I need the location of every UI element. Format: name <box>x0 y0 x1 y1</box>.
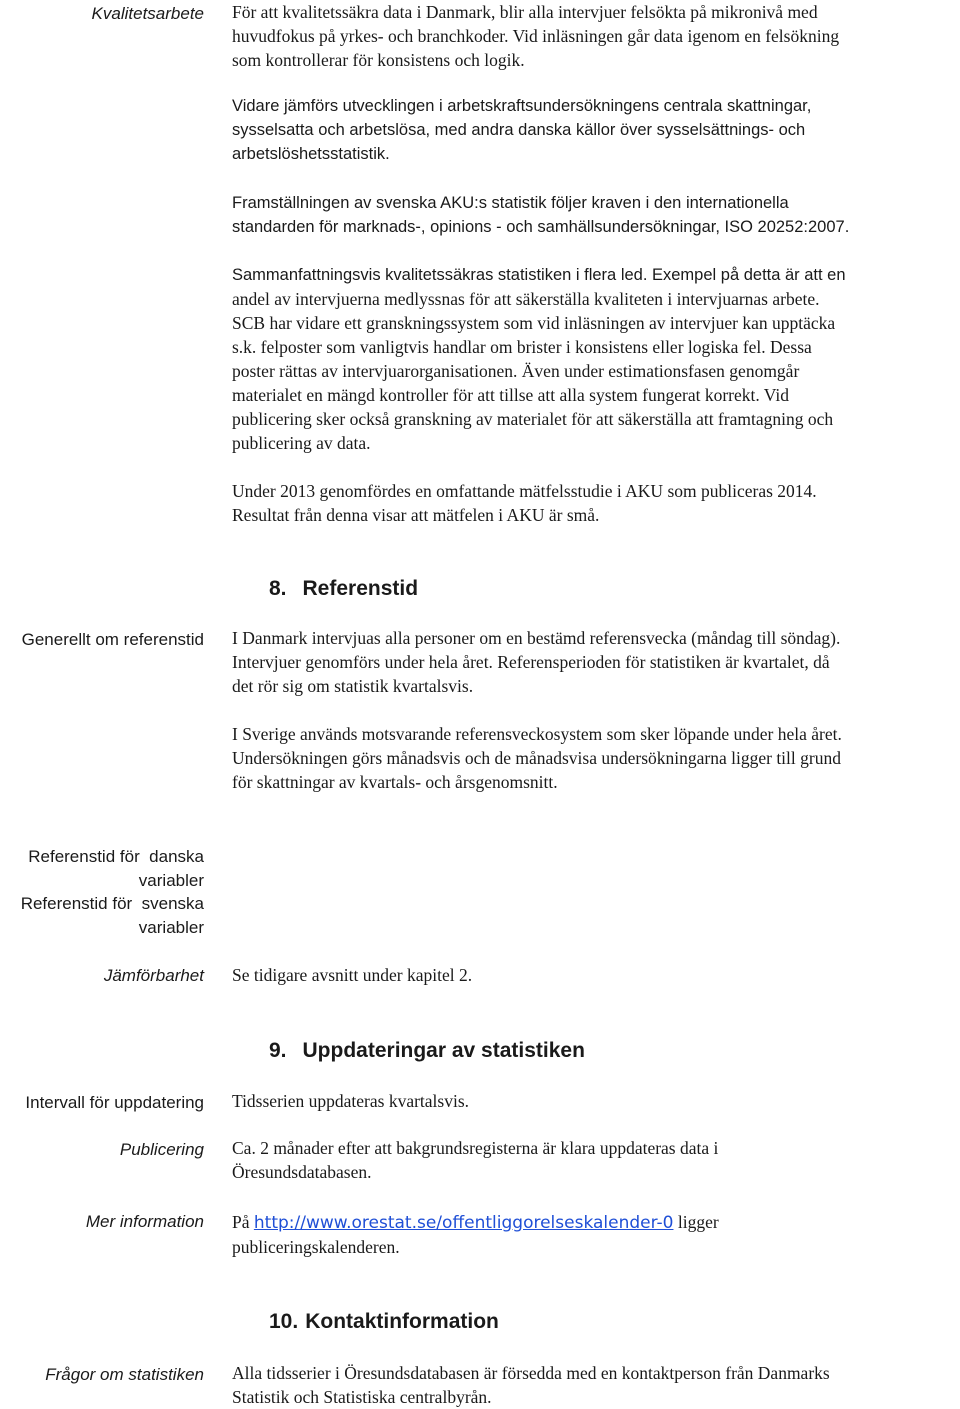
text-line: som kontrollerar för konsistens och logik. <box>232 50 525 70</box>
text-line: SCB har vidare ett granskningssystem som vid inläsningen av intervjuer kan upptäcka <box>232 313 836 333</box>
quality-paragraph-5 <box>232 479 956 527</box>
quality-paragraph-3 <box>232 191 956 239</box>
publication-text <box>232 1136 956 1184</box>
text-line: Tidsserien uppdateras kvartalsvis. <box>232 1091 470 1111</box>
side-label-comparability: Jämförbarhet <box>103 966 204 985</box>
side-label-publication: Publicering <box>119 1140 204 1159</box>
side-label-update-interval: Intervall för uppdatering <box>25 1093 204 1112</box>
text-line: arbetslöshetsstatistik. <box>232 145 390 163</box>
side-label-quality-work: Kvalitetsarbete <box>91 4 204 23</box>
text-line: för skattningar av kvartals- och årsgenomsnitt. <box>232 772 558 792</box>
reference-paragraph-2 <box>232 722 956 794</box>
text-line: Intervjuer genomförs under hela året. Referensperioden för statistiken är kvartalet, då <box>232 652 830 672</box>
section-10-title: Kontaktinformation <box>305 1310 499 1333</box>
text-line: Se tidigare avsnitt under kapitel 2. <box>232 965 473 985</box>
section-9-title: Uppdateringar av statistiken <box>302 1039 585 1062</box>
text-line: Alla tidsserier i Öresundsdatabasen är försedda med en kontaktperson från Danmarks <box>232 1363 830 1383</box>
text-line: publicering av data. <box>232 433 371 453</box>
text-line: sysselsatta och arbetslösa, med andra danska källor över sysselsättnings- och <box>232 121 806 139</box>
section-10-heading <box>269 1308 499 1336</box>
more-prefix: På <box>232 1212 254 1232</box>
quality-paragraph-4 <box>232 263 956 287</box>
text-line: Ca. 2 månader efter att bakgrundsregisterna är klara uppdateras data i <box>232 1138 719 1158</box>
contact-text <box>232 1361 956 1409</box>
label-line: Referenstid för svenska <box>20 894 204 913</box>
text-line: Vidare jämförs utvecklingen i arbetskraftsundersökningens centrala skattningar, <box>232 97 812 115</box>
side-label-swedish-reference-time <box>21 892 204 940</box>
side-label-more-information: Mer information <box>85 1212 204 1231</box>
quality-paragraph-2 <box>232 94 956 166</box>
text-line: I Danmark intervjuas alla personer om en bestämd referensvecka (måndag till söndag). <box>232 628 841 648</box>
text-line: standarden för marknads-, opinions - och samhällsundersökningar, ISO 20252:2007. <box>232 218 850 236</box>
section-9-number: 9. <box>269 1039 287 1062</box>
text-line: Sammanfattningsvis kvalitetssäkras statistiken i flera led. Exempel på detta är att en <box>232 266 846 284</box>
text-line: För att kvalitetssäkra data i Danmark, blir alla intervjuer felsökta på mikronivå med <box>232 2 818 22</box>
text-line: Framställningen av svenska AKU:s statistik följer kraven i den internationella <box>232 194 789 212</box>
section-10-number: 10. <box>269 1310 299 1333</box>
text-line: Resultat från denna visar att mätfelen i AKU är små. <box>232 505 600 525</box>
text-line: publiceringskalenderen. <box>232 1237 400 1257</box>
text-line: I Sverige används motsvarande referensveckosystem som sker löpande under hela året. <box>232 724 842 744</box>
section-9-heading <box>269 1037 585 1065</box>
publication-calendar-link[interactable]: http://www.orestat.se/offentliggorelseskalender-0 <box>253 1213 674 1233</box>
text-line: Statistik och Statistiska centralbyrån. <box>232 1387 492 1407</box>
side-label-statistics-questions: Frågor om statistiken <box>45 1365 204 1384</box>
text-line: Öresundsdatabasen. <box>232 1162 372 1182</box>
more-suffix: ligger <box>673 1212 719 1232</box>
text-line: publicering sker också granskning av materialet för att säkerställa att framtagning och <box>232 409 834 429</box>
text-line: Undersökningen görs månadsvis och de månadsvisa undersökningarna ligger till grund <box>232 748 841 768</box>
text-line: huvudfokus på yrkes- och branchkoder. Vid inläsningen går data igenom en felsökning <box>232 26 840 46</box>
section-8-number: 8. <box>269 577 287 600</box>
text-line: Under 2013 genomfördes en omfattande mätfelsstudie i AKU som publiceras 2014. <box>232 481 817 501</box>
more-information-text <box>232 1210 956 1259</box>
quality-paragraph-1 <box>232 0 956 72</box>
section-8-heading <box>269 575 418 603</box>
update-interval-text <box>232 1089 956 1113</box>
reference-paragraph-1 <box>232 626 956 698</box>
section-8-title: Referenstid <box>302 577 419 600</box>
side-label-danish-reference-time <box>28 845 204 893</box>
label-line: Referenstid för danska <box>28 847 204 866</box>
comparability-text <box>232 963 956 987</box>
text-line: det rör sig om statistik kvartalsvis. <box>232 676 474 696</box>
text-line: poster rättas av intervjuarorganisationen. Även under estimationsfasen genomgår <box>232 361 800 381</box>
text-line: s.k. felposter som vanligtvis handlar om brister i konsistens eller logiska fel. Dessa <box>232 337 812 357</box>
label-line: variabler <box>138 871 204 890</box>
text-line: materialet en mängd kontroller för att tillse att alla system fungerat korrekt. Vid <box>232 385 789 405</box>
quality-paragraph-4-cont <box>232 287 956 455</box>
text-line: andel av intervjuerna medlyssnas för att säkerställa kvaliteten i intervjuarnas arbete. <box>232 289 820 309</box>
label-line: variabler <box>138 918 204 937</box>
side-label-general-reference-time: Generellt om referenstid <box>21 630 204 649</box>
text-line <box>232 1210 956 1235</box>
